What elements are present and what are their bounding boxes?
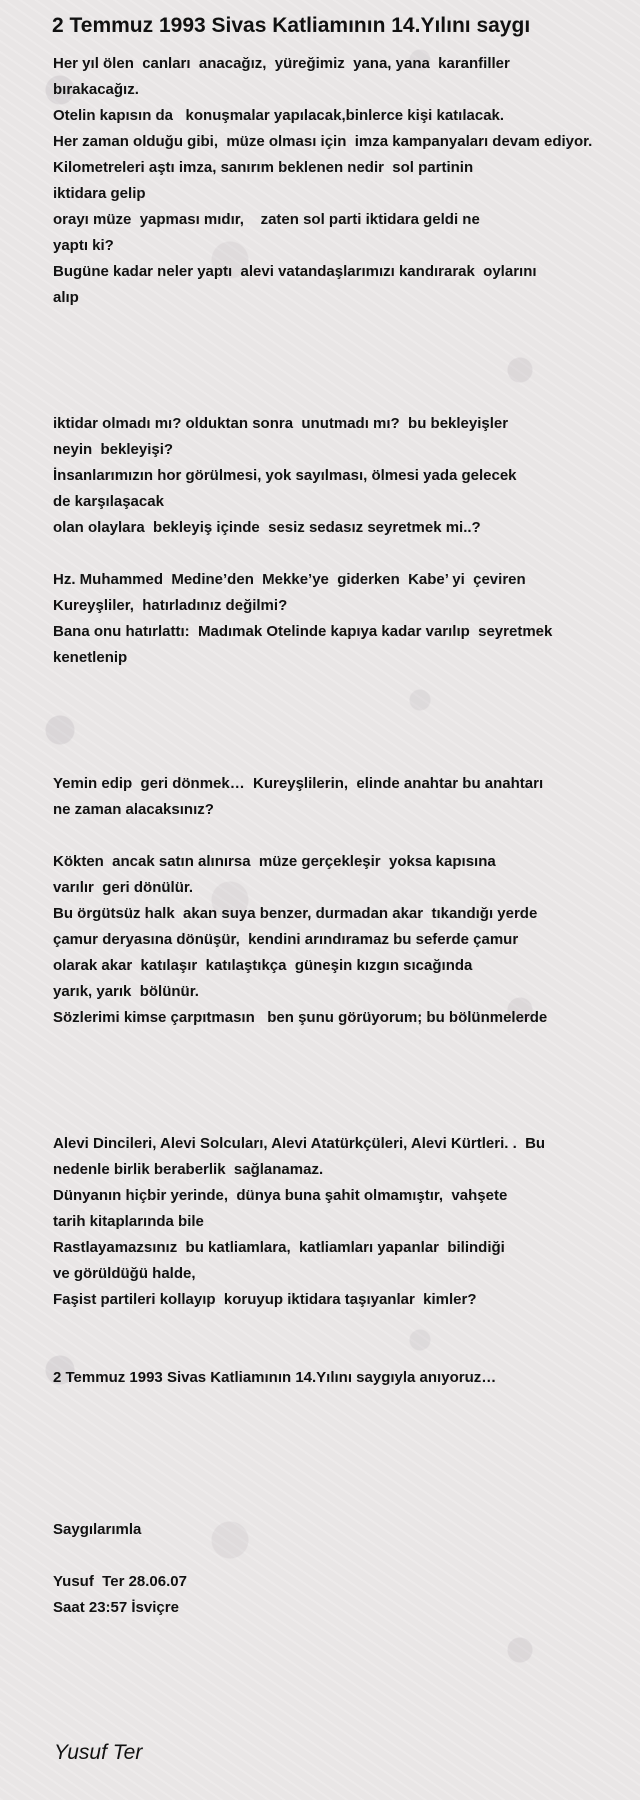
poem-line: iktidara gelip bbox=[53, 185, 146, 202]
poem-line: Bu örgütsüz halk akan suya benzer, durmadan akar tıkandığı yerde bbox=[53, 905, 538, 922]
poem-line: olan olaylara bekleyiş içinde sesiz sedasız seyretmek mi..? bbox=[53, 519, 481, 536]
poem-line: iktidar olmadı mı? olduktan sonra unutmadı mı? bu bekleyişler bbox=[53, 415, 509, 432]
poem-line: Kilometreleri aştı imza, sanırım beklenen nedir sol partinin bbox=[53, 159, 474, 176]
poem-line: olarak akar katılaşır katılaştıkça güneşin kızgın sıcağında bbox=[53, 957, 473, 974]
poem-line: Kökten ancak satın alınırsa müze gerçekleşir yoksa kapısına bbox=[53, 853, 496, 870]
poem-line: Faşist partileri kollayıp koruyup iktidara taşıyanlar kimler? bbox=[53, 1291, 477, 1308]
time-location: Saat 23:57 İsviçre bbox=[53, 1599, 179, 1616]
poem-line: Hz. Muhammed Medine’den Mekke’ye giderken Kabe’ yi çeviren bbox=[53, 571, 526, 588]
poem-line: nedenle birlik beraberlik sağlanamaz. bbox=[53, 1161, 324, 1178]
poem-line: Her zaman olduğu gibi, müze olması için imza kampanyaları devam ediyor. bbox=[53, 133, 593, 150]
poem-title: 2 Temmuz 1993 Sivas Katliamının 14.Yılını saygı bbox=[52, 14, 531, 37]
signature: Yusuf Ter bbox=[54, 1741, 143, 1764]
poem-line: İnsanlarımızın hor görülmesi, yok sayılması, ölmesi yada gelecek bbox=[53, 467, 517, 484]
poem-line: kenetlenip bbox=[53, 649, 128, 666]
poem-line: neyin bekleyişi? bbox=[53, 441, 174, 458]
poem-line: varılır geri dönülür. bbox=[53, 879, 194, 896]
poem-line: Otelin kapısın da konuşmalar yapılacak,binlerce kişi katılacak. bbox=[53, 107, 505, 124]
poem-line: Her yıl ölen canları anacağız, yüreğimiz yana, yana karanfiller bbox=[53, 55, 510, 72]
poem-line: bırakacağız. bbox=[53, 81, 139, 98]
poem-line: yaptı ki? bbox=[53, 237, 114, 254]
author-date: Yusuf Ter 28.06.07 bbox=[53, 1573, 187, 1590]
poem-line: çamur deryasına dönüşür, kendini arındıramaz bu seferde çamur bbox=[53, 931, 519, 948]
poem-line: Bugüne kadar neler yaptı alevi vatandaşlarımızı kandırarak oylarını bbox=[53, 263, 537, 280]
poem-line: orayı müze yapması mıdır, zaten sol parti iktidara geldi ne bbox=[53, 211, 480, 228]
poem-line: Bana onu hatırlattı: Madımak Otelinde kapıya kadar varılıp seyretmek bbox=[53, 623, 553, 640]
closing-line: 2 Temmuz 1993 Sivas Katliamının 14.Yılını saygıyla anıyoruz… bbox=[53, 1369, 497, 1386]
poem-line: Alevi Dincileri, Alevi Solcuları, Alevi Atatürkçüleri, Alevi Kürtleri. . Bu bbox=[53, 1135, 546, 1152]
poem-line: Kureyşliler, hatırladınız değilmi? bbox=[53, 597, 288, 614]
poem-line: tarih kitaplarında bile bbox=[53, 1213, 204, 1230]
poem-line: de karşılaşacak bbox=[53, 493, 164, 510]
poem-line: alıp bbox=[53, 289, 79, 306]
poem-line: yarık, yarık bölünür. bbox=[53, 983, 199, 1000]
poem-line: Dünyanın hiçbir yerinde, dünya buna şahit olmamıştır, vahşete bbox=[53, 1187, 508, 1204]
poem-line: ve görüldüğü halde, bbox=[53, 1265, 196, 1282]
greeting: Saygılarımla bbox=[53, 1521, 142, 1538]
poem-line: Rastlayamazsınız bu katliamlara, katliamları yapanlar bilindiği bbox=[53, 1239, 505, 1256]
poem-line: ne zaman alacaksınız? bbox=[53, 801, 214, 818]
poem-line: Yemin edip geri dönmek… Kureyşlilerin, elinde anahtar bu anahtarı bbox=[53, 775, 544, 792]
poem-line: Sözlerimi kimse çarpıtmasın ben şunu görüyorum; bu bölünmelerde bbox=[53, 1009, 548, 1026]
